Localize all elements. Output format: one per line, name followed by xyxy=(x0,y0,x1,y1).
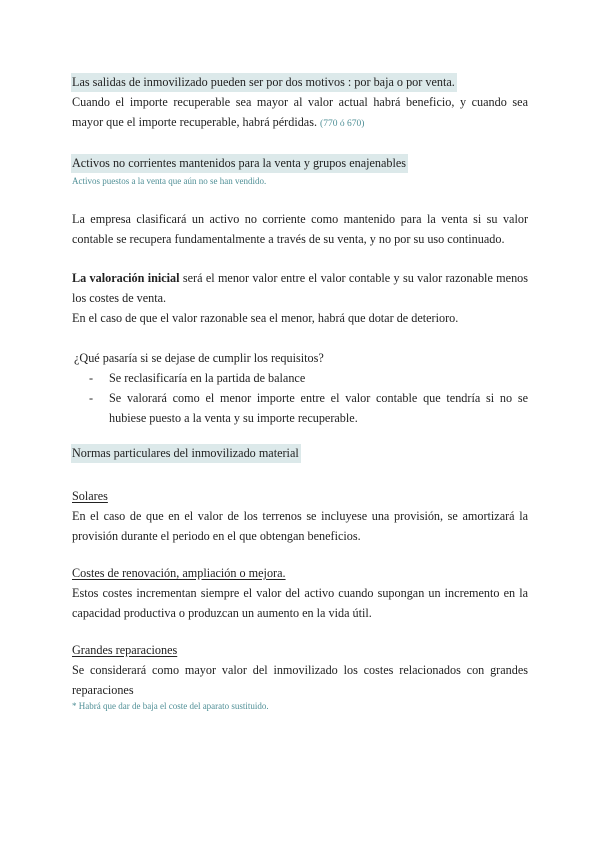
section-normas xyxy=(72,443,528,463)
question-requisitos: ¿Qué pasaría si se dejase de cumplir los requisitos? xyxy=(74,351,324,365)
para-valoracion: La valoración inicial será el menor valor entre el valor contable y su valor razonable menos los costes de venta. En el caso de que el valor razonable sea el menor, habrá que dotar de deterioro. xyxy=(72,268,528,328)
account-ref: (770 ó 670) xyxy=(320,119,365,129)
heading-salidas: Las salidas de inmovilizado pueden ser por dos motivos : por baja o por venta. xyxy=(71,73,457,92)
para-clasificacion: La empresa clasificará un activo no corriente como mantenido para la venta si su valor contable se recupera fundamentalmente a través de su venta, y no por su uso continuado. xyxy=(72,212,528,246)
subnote-activos: Activos puestos a la venta que aún no se han vendido. xyxy=(72,176,267,186)
heading-normas: Normas particulares del inmovilizado material xyxy=(71,444,301,463)
list-item: - Se valorará como el menor importe entre el valor contable que tendría si no se hubiese puesto a la venta y su importe recuperable. xyxy=(89,391,528,425)
subsection-solares xyxy=(72,486,528,546)
bullet-list xyxy=(72,368,528,428)
title-costes: Costes de renovación, ampliación o mejora. xyxy=(72,566,286,580)
text-grandes: Se considerará como mayor valor del inmovilizado los costes relacionados con grandes reparaciones xyxy=(72,663,528,697)
text-solares: En el caso de que en el valor de los terrenos se incluyese una provisión, se amortizará la provisión durante el periodo en el que obtengan beneficios. xyxy=(72,509,528,543)
para-deterioro: En el caso de que el valor razonable sea el menor, habrá que dotar de deterioro. xyxy=(72,311,459,325)
list-item: - Se reclasificaría en la partida de balance xyxy=(89,371,306,385)
subsection-costes xyxy=(72,563,528,623)
heading-activos-venta: Activos no corrientes mantenidos para la venta y grupos enajenables xyxy=(71,154,408,173)
question-block xyxy=(72,348,528,428)
note-grandes: * Habrá que dar de baja el coste del aparato sustituido. xyxy=(72,701,269,711)
title-solares: Solares xyxy=(72,489,108,503)
text-costes: Estos costes incrementan siempre el valor del activo cuando supongan un incremento en la capacidad productiva o produzcan un aumento en la vida útil. xyxy=(72,586,528,620)
title-grandes: Grandes reparaciones xyxy=(72,643,178,657)
bold-valoracion-inicial: La valoración inicial xyxy=(72,271,180,285)
subsection-grandes xyxy=(72,640,528,713)
para-beneficio-perdidas: Cuando el importe recuperable sea mayor al valor actual habrá beneficio, y cuando sea mayor que el importe recuperable, habrá pérdidas. (770 ó 670) xyxy=(72,95,528,129)
section-activos-venta xyxy=(72,153,528,188)
section-salidas xyxy=(72,72,528,134)
